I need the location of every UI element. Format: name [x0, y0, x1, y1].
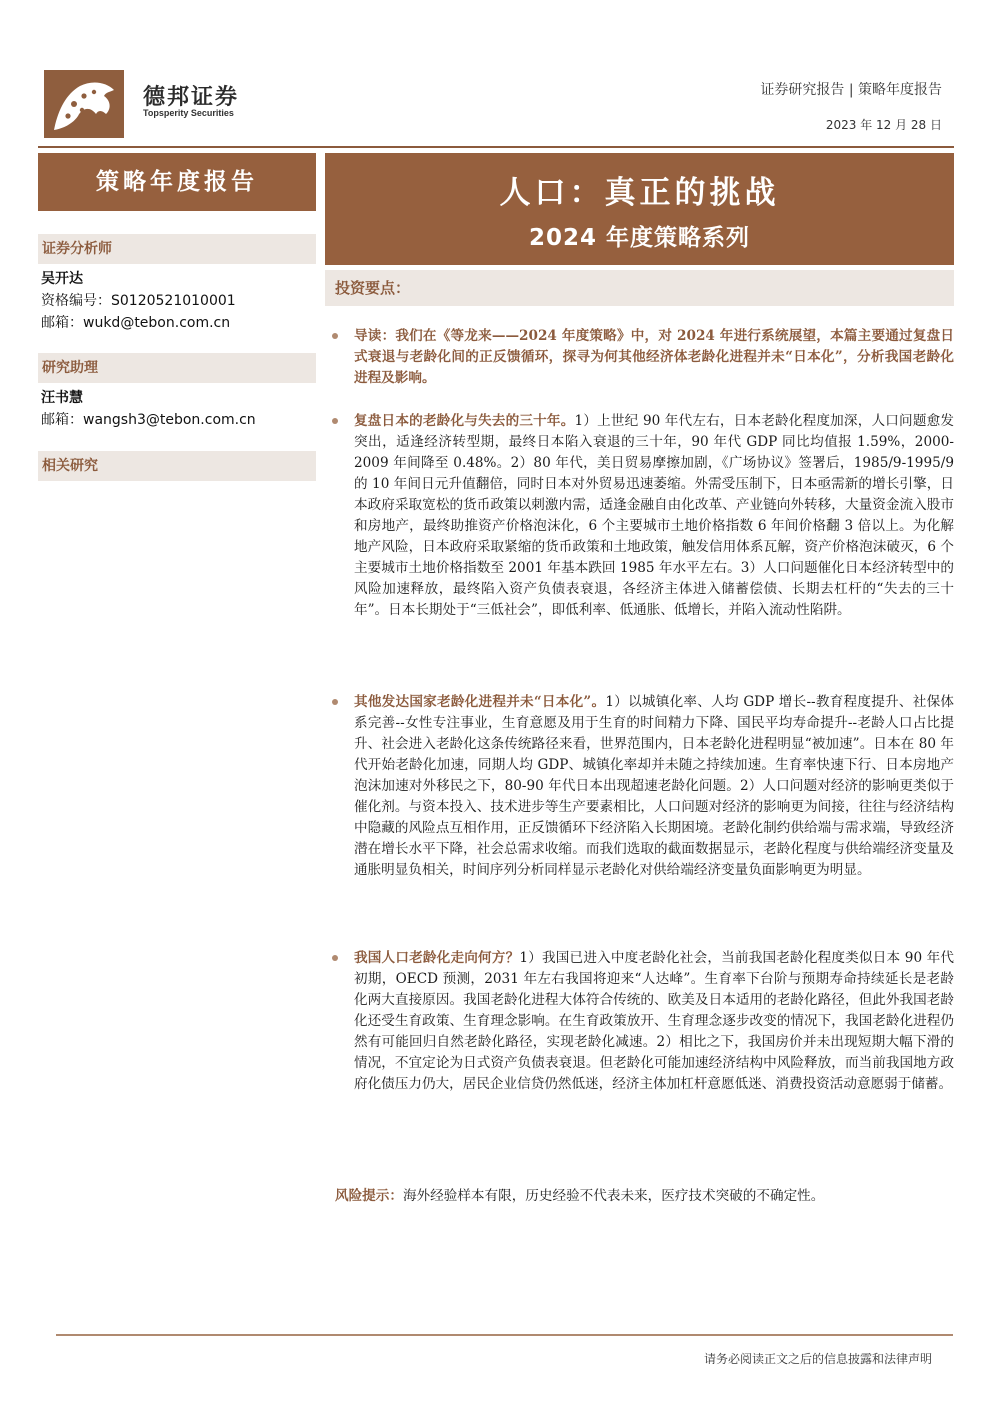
bullet-paragraph — [354, 948, 954, 1095]
title-banner — [325, 153, 954, 265]
report-type: 证券研究报告 | 策略年度报告 — [760, 82, 942, 98]
bullet-body: 1）上世纪 90 年代左右，日本老龄化程度加深，人口问题愈发突出，适逢经济转型期，最终日本陷入衰退的三十年，90 年代 GDP 同比均值报 1.59%，2000-2009 年间降至 0.48%。2）80 年代，美日贸易摩擦加剧，《广场协议》签署后，1985/9-1995/9 的 10 年间日元升值翻倍，同时日本对外贸易迅速萎缩。外需受压制下，日本亟需新的增长引擎，日本政府采取宽松的货币政策以刺激内需，适逢金融自由化改革、产业链向外转移，大量资金流入股市和房地产，最终助推资产价格泡沫化，6 个主要城市土地价格指数 6 年间价格翻 3 倍以上。为化解地产风险，日本政府采取紧缩的货币政策和土地政策，触发信用体系瓦解，资产价格泡沫破灭，6 个主要城市土地价格指数至 2001 年基本跌回 1985 年水平左右。3）人口问题催化日本经济转型中的风险加速释放，最终陷入资产负债表衰退，各经济主体进入储蓄偿债、长期去杠杆的“失去的三十年”。日本长期处于“三低社会”，即低利率、低通胀、低增长，并陷入流动性陷阱。 — [354, 413, 954, 618]
assistant-heading: 研究助理 — [38, 353, 316, 383]
list-item — [332, 948, 954, 1095]
brand-name-english: Topsperity Securities — [143, 108, 234, 118]
sidebar-banner: 策略年度报告 — [38, 153, 316, 211]
analyst-heading: 证券分析师 — [38, 234, 316, 264]
assistant-email[interactable]: 邮箱：wangsh3@tebon.com.cn — [41, 412, 256, 428]
bullet-heading: 其他发达国家老龄化进程并未“日本化”。 — [354, 694, 606, 710]
analyst-email[interactable]: 邮箱：wukd@tebon.com.cn — [41, 315, 231, 331]
list-item — [332, 411, 954, 621]
bullet-intro: 导读：我们在《等龙来——2024 年度策略》中，对 2024 年进行系统展望，本篇主要通过复盘日式衰退与老龄化间的正反馈循环，探寻为何其他经济体老龄化进程并未“日本化”，分析我国老龄化进程及影响。 — [354, 328, 954, 386]
risk-label: 风险提示： — [335, 1188, 403, 1204]
bullet-paragraph — [354, 692, 954, 881]
bullet-icon — [332, 418, 338, 424]
assistant-name: 汪书慧 — [41, 390, 83, 406]
key-points-heading: 投资要点： — [325, 270, 954, 306]
footer-disclaimer: 请务必阅读正文之后的信息披露和法律声明 — [703, 1352, 932, 1366]
bullet-icon — [332, 333, 338, 339]
bullet-icon — [332, 699, 338, 705]
list-item — [332, 692, 954, 881]
page-title: 人口：真正的挑战 — [499, 175, 780, 211]
bullet-heading: 我国人口老龄化走向何方？ — [354, 950, 520, 966]
bullet-icon — [332, 955, 338, 961]
list-item — [332, 326, 954, 389]
related-research-heading: 相关研究 — [38, 451, 316, 481]
risk-text: 海外经验样本有限，历史经验不代表未来，医疗技术突破的不确定性。 — [402, 1188, 825, 1204]
analyst-license: 资格编号：S0120521010001 — [41, 293, 236, 309]
report-date: 2023 年 12 月 28 日 — [825, 118, 942, 132]
brand-name: 德邦证券 — [143, 85, 240, 110]
logo-icon — [44, 70, 124, 138]
page-subtitle: 2024 年度策略系列 — [528, 225, 751, 251]
bullet-heading: 复盘日本的老龄化与失去的三十年。 — [354, 413, 575, 429]
bullet-body: 1）我国已进入中度老龄化社会，当前我国老龄化程度类似日本 90 年代初期，OECD 预测，2031 年左右我国将迎来“人达峰”。生育率下台阶与预期寿命持续延长是老龄化两大直接原因。我国老龄化进程大体符合传统的、欧美及日本适用的老龄化路径，但此外我国老龄化还受生育政策、生育理念影响。在生育政策放开、生育理念逐步改变的情况下，我国老龄化进程仍然有可能回归自然老龄化路径，实现老龄化减速。2）相比之下，我国房价并未出现短期大幅下滑的情况，不宜定论为日式资产负债表衰退。但老龄化可能加速经济结构中风险释放，而当前我国地方政府化债压力仍大，居民企业信贷仍然低迷，经济主体加杠杆意愿低迷、消费投资活动意愿弱于储蓄。 — [354, 950, 954, 1092]
risk-notice — [335, 1186, 955, 1206]
header-divider — [38, 146, 954, 148]
bullet-paragraph — [354, 411, 954, 621]
analyst-name: 吴开达 — [41, 271, 83, 287]
bullet-body: 1）以城镇化率、人均 GDP 增长--教育程度提升、社保体系完善--女性专注事业，生育意愿及用于生育的时间精力下降、国民平均寿命提升--老龄人口占比提升、社会进入老龄化这条传统路径来看，世界范围内，日本老龄化进程明显“被加速”。日本在 80 年代开始老龄化加速，同期人均 GDP、城镇化率却并未随之持续加速。生育率快速下行、日本房地产泡沫加速对外移民之下，80-90 年代日本出现超速老龄化问题。2）人口问题对经济的影响更类似于催化剂。与资本投入、技术进步等生产要素相比，人口问题对经济的影响更为间接，往往与经济结构中隐藏的风险点互相作用，正反馈循环下经济陷入长期困境。老龄化制约供给端与需求端，导致经济潜在增长水平下降，社会总需求收缩。而我们选取的截面数据显示，老龄化程度与供给端经济变量及通胀明显负相关，时间序列分析同样显示老龄化对供给端经济变量负面影响更为明显。 — [354, 694, 955, 878]
footer-divider — [56, 1334, 953, 1336]
